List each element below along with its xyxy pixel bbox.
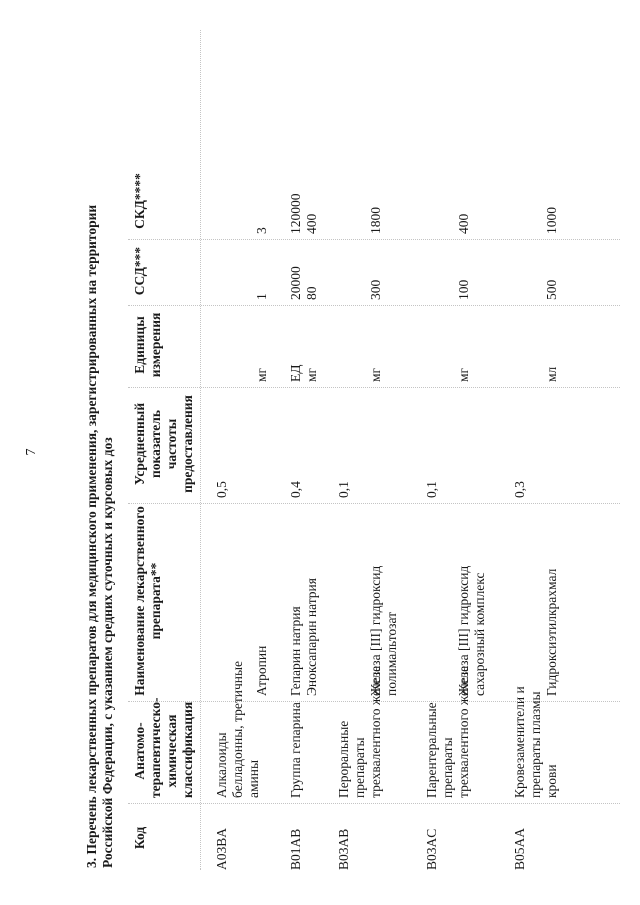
column-divider	[128, 305, 620, 306]
row-drug-name	[368, 506, 400, 696]
header-col-ssd	[132, 242, 148, 300]
row-drug-name-line: Гидроксиэтилкрахмал	[544, 568, 559, 696]
column-divider	[128, 239, 620, 240]
header-col-atc-line: химическая	[164, 714, 179, 788]
header-col-drug-line: Наименование лекарственного	[132, 506, 147, 696]
table-title	[84, 48, 116, 868]
row-code: B03AC	[424, 828, 439, 870]
header-col-atc	[132, 697, 196, 798]
row-atc-line: Пероральные	[336, 720, 351, 798]
row-skd: 400	[304, 213, 319, 234]
table-title-line: 3. Перечень лекарственных препаратов для медицинского применения, зарегистрированных на территории	[84, 204, 99, 868]
column-divider	[128, 387, 620, 388]
row-drug-name-line: полимальтозат	[384, 611, 399, 696]
row-atc-line: амины	[246, 759, 261, 798]
header-col-unit-line: измерения	[148, 312, 163, 378]
row-unit: ЕД	[288, 364, 303, 382]
row-ssd: 500	[544, 279, 559, 300]
row-atc-line: Парентеральные	[424, 702, 439, 798]
header-col-atc-line: Анатомо-	[132, 722, 147, 780]
row-skd: 400	[456, 213, 471, 234]
header-col-skd	[132, 168, 148, 234]
row-atc-line: препараты	[440, 737, 455, 798]
row-skd: 120000	[288, 193, 303, 234]
row-code: B03AB	[336, 828, 351, 870]
header-col-frequency-line: Усредненный	[132, 402, 147, 486]
header-col-unit	[132, 308, 164, 382]
row-ssd: 100	[456, 279, 471, 300]
row-unit: мг	[456, 367, 471, 382]
row-drug-name-line: Гепарин натрия	[288, 606, 303, 696]
row-code: B01AB	[288, 828, 303, 870]
row-drug-name-line: Атропин	[254, 645, 269, 696]
row-atc	[288, 704, 304, 798]
row-code: B05AA	[512, 827, 527, 870]
header-col-frequency	[132, 390, 196, 498]
row-unit: мг	[254, 367, 269, 382]
row-atc-line: крови	[544, 764, 559, 798]
header-col-unit-line: Единицы	[132, 316, 147, 374]
row-drug-name-line: сахарозный комплекс	[472, 572, 487, 696]
column-divider	[128, 503, 620, 504]
row-atc-line: Алкалоиды	[214, 732, 229, 798]
row-unit: мл	[544, 366, 559, 382]
header-col-drug-line: препарата**	[148, 562, 163, 640]
row-ssd: 20000	[288, 266, 303, 300]
row-atc-line: Группа гепарина	[288, 702, 303, 798]
header-col-drug	[132, 506, 164, 696]
header-col-skd-line: СКД****	[132, 173, 147, 229]
row-drug-name	[288, 506, 304, 696]
row-atc-line: препараты плазмы	[528, 691, 543, 798]
header-col-frequency-line: показатель	[148, 410, 163, 479]
row-frequency: 0,5	[214, 481, 229, 498]
row-atc	[512, 686, 560, 798]
page-number: 7	[24, 448, 39, 456]
row-ssd: 300	[368, 279, 383, 300]
row-skd: 1000	[544, 207, 559, 234]
column-divider	[128, 803, 620, 804]
row-unit: мг	[304, 367, 319, 382]
row-frequency: 0,1	[336, 481, 351, 498]
row-code: A03BA	[214, 827, 229, 870]
row-ssd: 80	[304, 286, 319, 300]
row-atc-line: трехвалентного железа	[368, 665, 383, 798]
table-region	[84, 30, 624, 870]
header-divider	[200, 30, 201, 870]
row-frequency: 0,4	[288, 481, 303, 498]
row-atc-line: трехвалентного железа	[456, 665, 471, 798]
row-atc	[336, 665, 384, 798]
row-drug-name-line: Железа [III] гидроксид	[456, 565, 471, 696]
header-col-code-line: Код	[132, 826, 147, 850]
table-title-line: Российской Федерации, с указанием средних суточных и курсовых доз	[100, 437, 115, 868]
row-drug-name	[544, 506, 560, 696]
row-skd: 1800	[368, 207, 383, 234]
row-atc-line: белладонны, третичные	[230, 660, 245, 798]
row-atc-line: Кровезаменители и	[512, 686, 527, 798]
header-col-frequency-line: предоставления	[180, 395, 195, 493]
header-col-atc-line: терапевтическо-	[148, 697, 163, 798]
header-col-code	[132, 806, 148, 870]
row-skd: 3	[254, 227, 269, 234]
header-col-atc-line: классификация	[180, 701, 195, 798]
row-drug-name	[304, 506, 320, 696]
row-drug-name	[456, 506, 488, 696]
row-unit: мг	[368, 367, 383, 382]
row-frequency: 0,3	[512, 481, 527, 498]
row-atc	[214, 660, 262, 798]
row-atc	[424, 665, 472, 798]
row-drug-name-line: Эноксапарин натрия	[304, 578, 319, 696]
row-frequency: 0,1	[424, 481, 439, 498]
header-col-frequency-line: частоты	[164, 418, 179, 470]
header-col-ssd-line: ССД***	[132, 246, 147, 296]
row-drug-name	[254, 506, 270, 696]
row-ssd: 1	[254, 293, 269, 300]
row-drug-name-line: Железа [III] гидроксид	[368, 565, 383, 696]
row-atc-line: препараты	[352, 737, 367, 798]
